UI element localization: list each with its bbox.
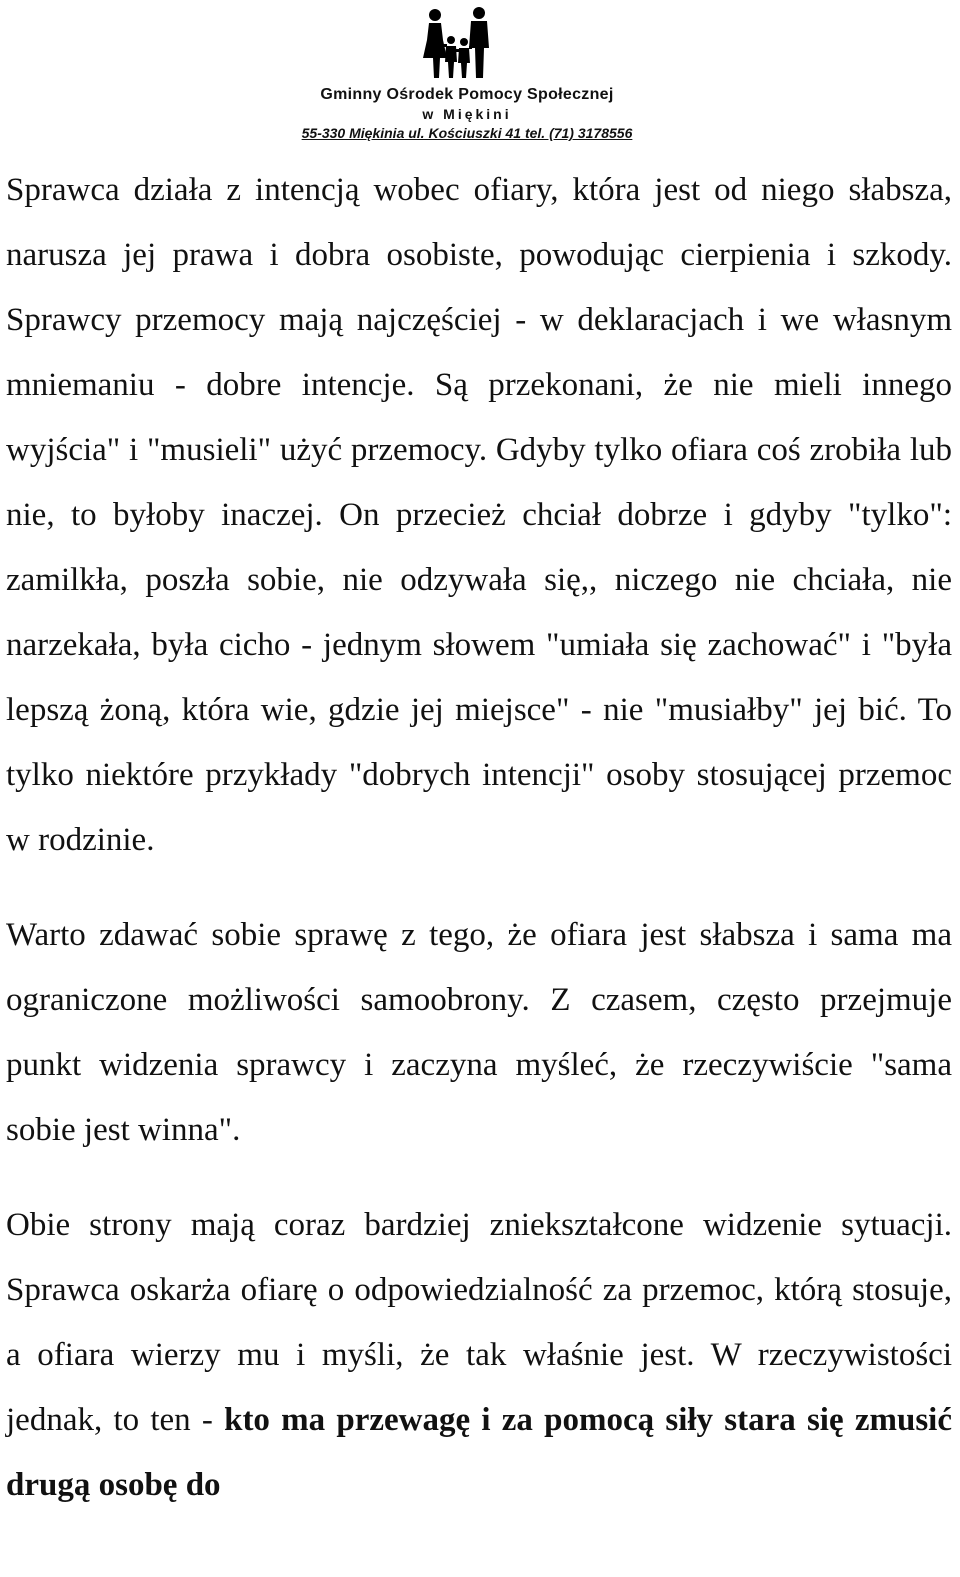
paragraph-2: Warto zdawać sobie sprawę z tego, że ofiara jest słabsza i sama ma ograniczone możliwości samoobrony. Z czasem, często przejmuje punkt widzenia sprawcy i zaczyna myśleć, że rzeczywiście "sama sobie jest winna". <box>6 917 952 1148</box>
organization-name: Gminny Ośrodek Pomocy Społecznej <box>320 86 614 103</box>
paragraph-3-bold-text: kto ma przewagę i za pomocą siły stara się zmusić drugą osobę do <box>6 1402 952 1503</box>
organization-address: 55-330 Miękinia ul. Kościuszki 41 tel. (71) 3178556 <box>301 125 633 141</box>
organization-location: w Miękini <box>422 106 512 122</box>
family-silhouette-icon <box>413 4 503 80</box>
paragraph-3 <box>6 1193 952 1518</box>
paragraph-3-text: Obie strony mają coraz bardziej zniekształcone widzenie sytuacji. Sprawca oskarża ofiarę o odpowiedzialność za przemoc, którą stosuje, a ofiara wierzy mu i myśli, że tak właśnie jest. W rzeczywistości jednak, to ten - <box>6 1207 952 1438</box>
document-body <box>6 158 952 1518</box>
letterhead <box>0 0 960 150</box>
paragraph-1: Sprawca działa z intencją wobec ofiary, która jest od niego słabsza, narusza jej prawa i dobra osobiste, powodując cierpienia i szkody. Sprawcy przemocy mają najczęściej - w deklaracjach i we własnym mniemaniu - dobre intencje. Są przekonani, że nie mieli innego wyjścia" i "musieli" użyć przemocy. Gdyby tylko ofiara coś zrobiła lub nie, to byłoby inaczej. On przecież chciał dobrze i gdyby "tylko": zamilkła, poszła sobie, nie odzywała się,, niczego nie chciała, nie narzekała, była cicho - jednym słowem "umiała się zachować" i "była lepszą żoną, która wie, gdzie jej miejsce" - nie "musiałby" jej bić. To tylko niektóre przykłady "dobrych intencji" osoby stosującej przemoc w rodzinie. <box>6 172 952 858</box>
